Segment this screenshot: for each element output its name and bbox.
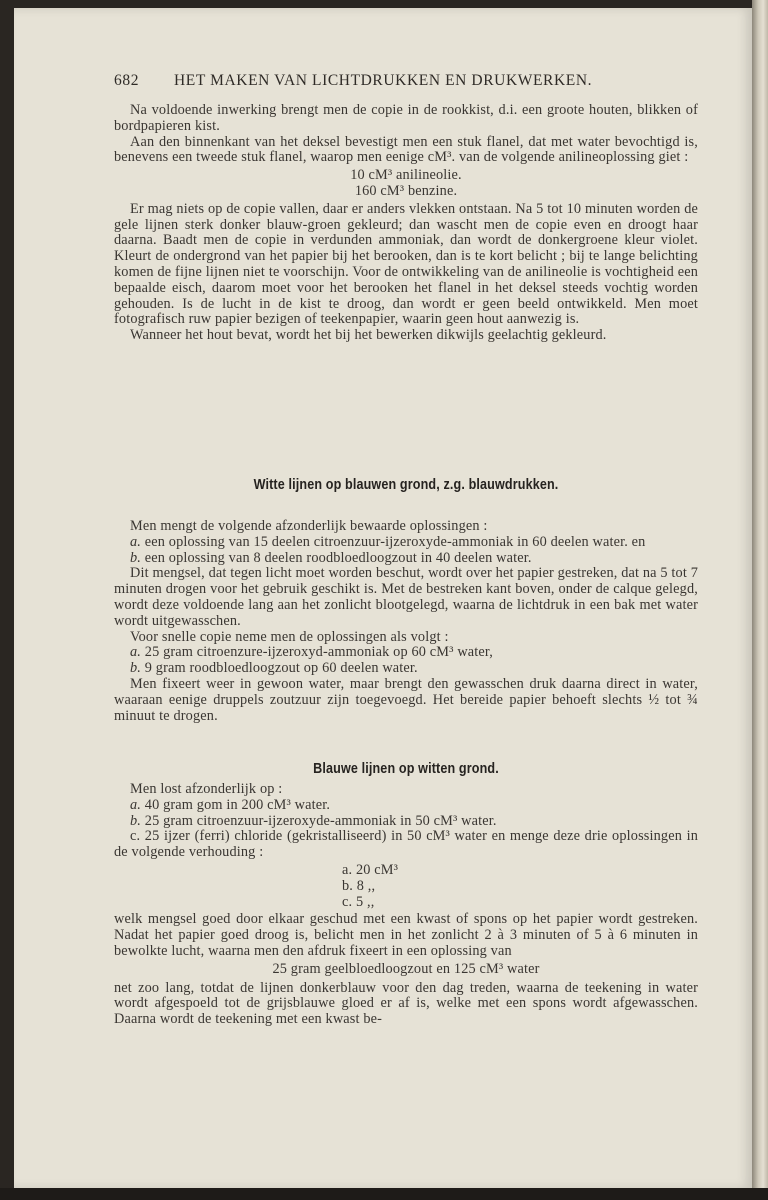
paragraph: Wanneer het hout bevat, wordt het bij het bewerken dikwijls geelachtig gekleurd.	[130, 327, 607, 344]
list-item	[114, 798, 698, 814]
paragraph: Er mag niets op de copie vallen, daar er anders vlekken ontstaan. Na 5 tot 10 minuten worden de gele lijnen sterk donker blauw-groen gekleurd; dan wascht men de copie even en droogt haar daarna. Baadt men de copie in verdunden ammoniak, dan wordt de donkergroene kleur violet. Kleurt de ondergrond van het papier bij het berooken, dan is te kort belicht ; bij te lange belichting komen de fijne lijnen niet te voorschijn. Voor de ontwikkeling van de anilineolie is vochtigheid een bepaalde eisch, daarom moet voor het berooken het flanel in het deksel steeds vochtig worden gehouden. Is de lucht in de kist te droog, dan wordt er geen beeld ontwikkeld. Men moet fotografisch ruw papier bezigen of teekenpapier, waarin geen hout aanwezig is.	[114, 200, 698, 328]
list-label: b.	[130, 812, 142, 829]
list-label: c.	[130, 828, 141, 845]
list-item	[114, 829, 698, 861]
list-label: a.	[130, 796, 142, 813]
list-label: b.	[130, 549, 142, 566]
section-heading-blauwdrukken	[114, 478, 698, 494]
list-label: a.	[130, 644, 142, 661]
scan-border	[0, 1188, 768, 1200]
list-item	[114, 645, 698, 661]
list-text: 40 gram gom in 200 cM³ water.	[144, 796, 331, 813]
formula-line: 10 cM³ anilineolie.	[350, 167, 462, 184]
list-item	[114, 814, 698, 830]
list-text: een oplossing van 15 deelen citroenzuur-ijzeroxyde-ammoniak in 60 deelen water. en	[144, 533, 646, 550]
paragraph: net zoo lang, totdat de lijnen donkerblauw voor den dag treden, waarna de teekening in water wordt afgespoeld tot de grijsblauwe gloed er af is, welke met een spons wordt afgewasschen. Daarna wordt de teekening met een kwast be-	[114, 979, 698, 1028]
body-block-3	[114, 782, 698, 1028]
page-edge	[752, 0, 768, 1200]
formula-line: 25 gram geelbloedloogzout en 125 cM³ water	[272, 960, 540, 977]
section-heading-blauwe-lijnen	[114, 762, 698, 778]
list-label: a.	[130, 533, 142, 550]
formula-line: 160 cM³ benzine.	[354, 182, 458, 199]
running-title: HET MAKEN VAN LICHTDRUKKEN EN DRUKWERKEN.	[174, 72, 593, 89]
paragraph: welk mengsel goed door elkaar geschud met een kwast of spons op het papier wordt gestreken. Nadat het papier goed droog is, belicht men in het zonlicht 2 à 3 minuten of 5 à 6 minuten in bewolkte lucht, waarna men den afdruk fixeert in een oplossing van	[114, 911, 698, 959]
paragraph: Aan den binnenkant van het deksel bevestigt men een stuk flanel, dat met water bevochtigd is, benevens een tweede stuk flanel, waarop men eenige cM³. van de volgende anilineoplossing giet :	[114, 133, 698, 166]
page-number: 682	[114, 72, 140, 89]
paragraph: Men mengt de volgende afzonderlijk bewaarde oplossingen :	[130, 518, 488, 534]
section-heading: Blauwe lijnen op witten grond.	[313, 761, 499, 777]
paragraph: Na voldoende inwerking brengt men de copie in de rookkist, d.i. een groote houten, blikken of bordpapieren kist.	[114, 102, 698, 134]
list-text: een oplossing van 8 deelen roodbloedloogzout in 40 deelen water.	[144, 549, 532, 566]
list-text: 25 ijzer (ferri) chloride (gekristalliseerd) in 50 cM³ water en menge deze drie oplossingen in de volgende verhouding :	[114, 828, 698, 861]
list-item	[114, 661, 698, 677]
list-text: 9 gram roodbloedloogzout op 60 deelen water.	[144, 660, 418, 677]
paragraph: Men fixeert weer in gewoon water, maar brengt den gewasschen druk daarna direct in water, waaraan eenige druppels zoutzuur zijn toegevoegd. Het bereide papier behoeft slechts ½ tot ¾ minuut te drogen.	[114, 675, 698, 724]
list-label: b.	[130, 660, 142, 677]
list-item	[114, 535, 698, 551]
section-heading: Witte lijnen op blauwen grond, z.g. blauwdrukken.	[253, 477, 559, 493]
list-text: 25 gram citroenzuur-ijzeroxyde-ammoniak in 50 cM³ water.	[144, 812, 497, 829]
body-block-2	[114, 519, 698, 724]
ratio-line: a. 20 cM³	[342, 861, 399, 878]
body-block-1	[114, 103, 698, 344]
list-text: 25 gram citroenzure-ijzeroxyd-ammoniak op 60 cM³ water,	[144, 644, 493, 661]
paragraph: Dit mengsel, dat tegen licht moet worden beschut, wordt over het papier gestreken, dat na 5 tot 7 minuten drogen voor het gebruik geschikt is. Met de bestreken kant boven, onder de calque gelegd, wordt deze voldoende lang aan het zonlicht blootgelegd, waarna de lichtdruk in een bak met water wordt uitgewasschen.	[114, 565, 698, 629]
list-item	[114, 551, 698, 567]
paragraph: Voor snelle copie neme men de oplossingen als volgt :	[130, 628, 449, 645]
ratio-line: b. 8 ,,	[342, 877, 376, 894]
paragraph: Men lost afzonderlijk op :	[130, 781, 283, 797]
ratio-line: c. 5 ,,	[342, 893, 375, 910]
